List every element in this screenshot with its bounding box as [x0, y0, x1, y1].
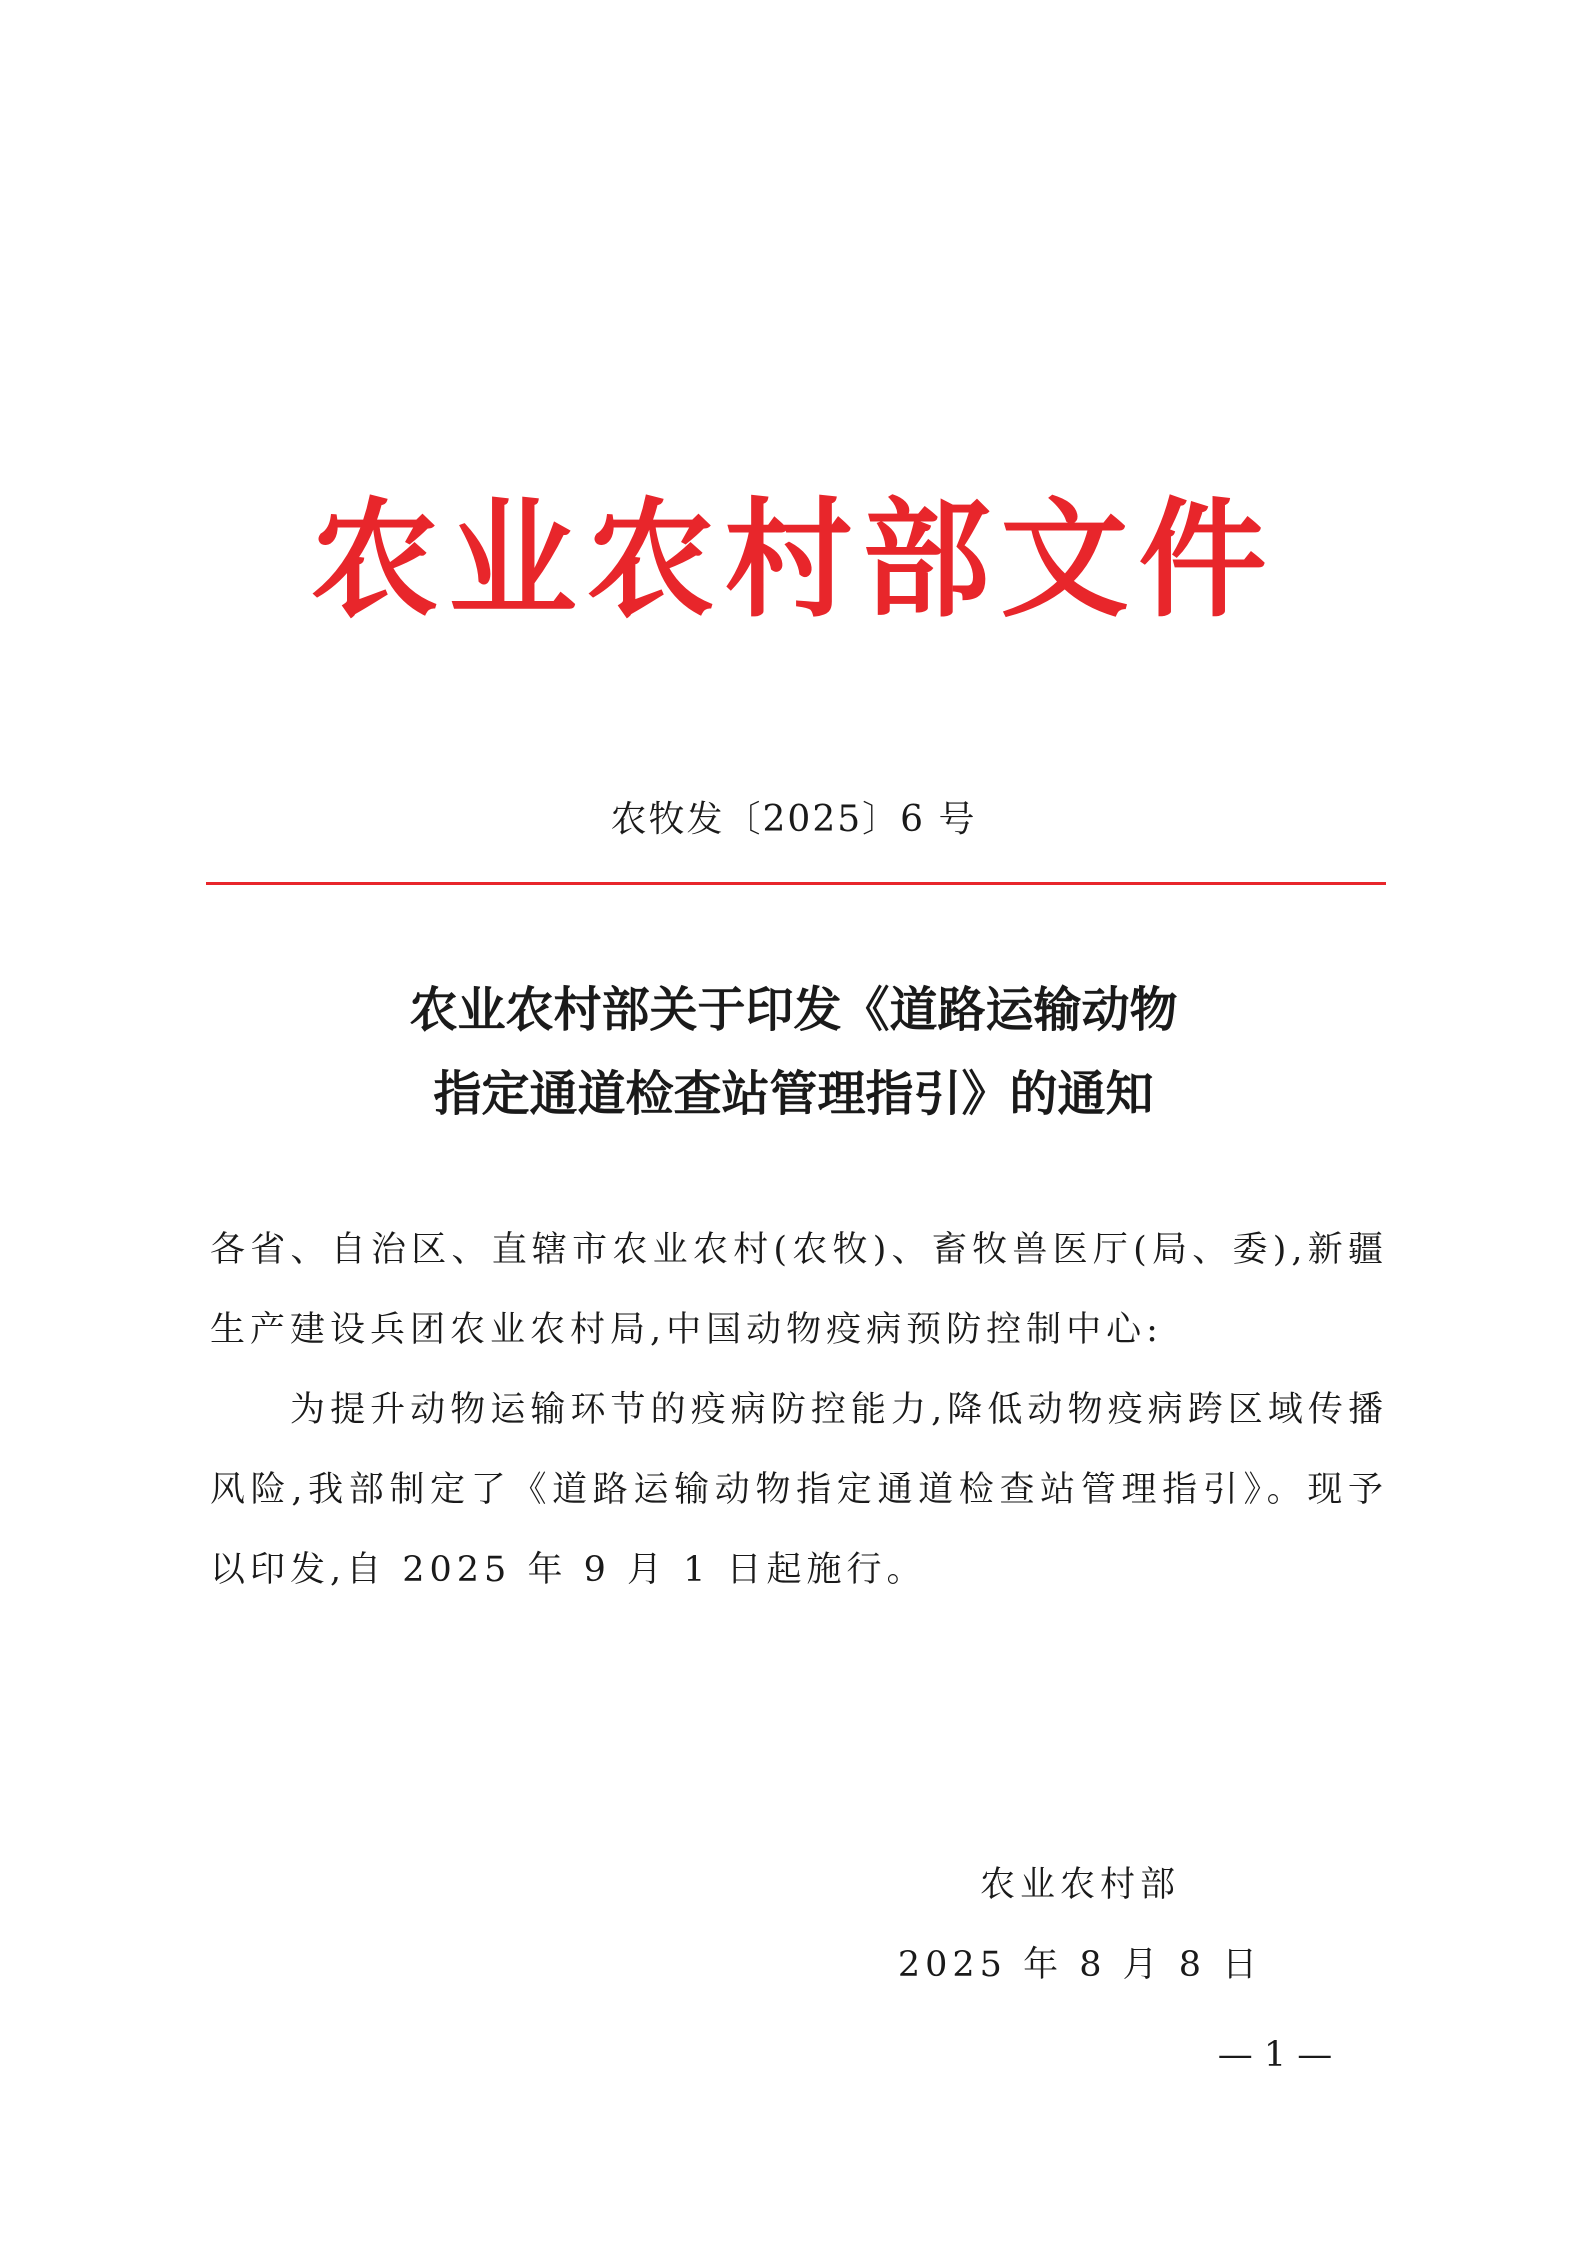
- page-number: — 1 —: [1217, 2035, 1333, 2075]
- issue-date: 2025 年 8 月 8 日: [897, 1945, 1263, 1985]
- recipients-paragraph: 各省、自治区、直辖市农业农村(农牧)、畜牧兽医厅(局、委),新疆生产建设兵团农业农村局,中国动物疫病预防控制中心:: [210, 1230, 1388, 1350]
- document-header-title: 农业农村部文件: [310, 485, 1277, 635]
- issuer-name: 农业农村部: [979, 1865, 1180, 1905]
- document-number: 农牧发〔2025〕6 号: [610, 799, 977, 840]
- red-divider-line: [206, 882, 1386, 885]
- document-body: [210, 1210, 1388, 1610]
- document-title: [0, 968, 1587, 1136]
- document-title-line-2: 指定通道检查站管理指引》的通知: [433, 1066, 1154, 1122]
- signature-block: [880, 1845, 1280, 2005]
- document-title-line-1: 农业农村部关于印发《道路运输动物: [409, 982, 1178, 1038]
- body-paragraph: 为提升动物运输环节的疫病防控能力,降低动物疫病跨区域传播风险,我部制定了《道路运输动物指定通道检查站管理指引》。现予以印发,自 2025 年 9 月 1 日起施行。: [210, 1390, 1388, 1590]
